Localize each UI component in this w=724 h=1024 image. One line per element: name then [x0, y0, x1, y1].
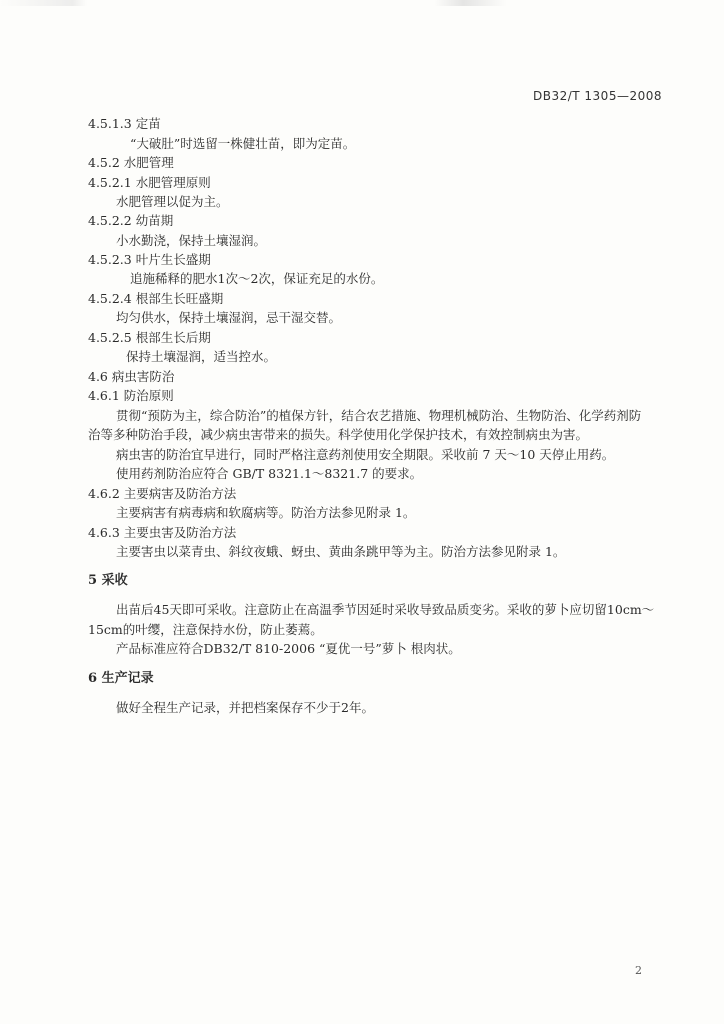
paragraph: 产品标准应符合DB32/T 810-2006 “夏优一号”萝卜 根肉状。 — [116, 641, 461, 656]
paragraph: 水肥管理以促为主。 — [116, 194, 229, 209]
paragraph-continued: 15cm的叶缨，注意保持水份，防止萎蔫。 — [88, 622, 323, 637]
heading-4-5-1-3: 4.5.1.3 定苗 — [88, 116, 161, 131]
paragraph-continued: 治等多种防治手段，减少病虫害带来的损失。科学使用化学保护技术，有效控制病虫为害。 — [88, 427, 589, 442]
paragraph: 贯彻“预防为主，综合防治”的植保方针，结合农艺措施、物理机械防治、生物防治、化学药剂防 — [116, 408, 642, 423]
heading-4-6-3: 4.6.3 主要虫害及防治方法 — [88, 525, 237, 540]
heading-4-5-2-3: 4.5.2.3 叶片生长盛期 — [88, 252, 211, 267]
heading-4-5-2-2: 4.5.2.2 幼苗期 — [88, 213, 174, 228]
standard-code: DB32/T 1305—2008 — [532, 89, 662, 103]
scan-artifact — [0, 0, 724, 6]
heading-4-6: 4.6 病虫害防治 — [88, 369, 175, 384]
heading-4-6-2: 4.6.2 主要病害及防治方法 — [88, 486, 237, 501]
paragraph: 使用药剂防治应符合 GB/T 8321.1～8321.7 的要求。 — [116, 466, 423, 481]
paragraph: 病虫害的防治宜早进行，同时严格注意药剂使用安全期限。采收前 7 天～10 天停止用药。 — [116, 447, 615, 462]
paragraph: 做好全程生产记录，并把档案保存不少于2年。 — [116, 700, 374, 715]
heading-4-5-2-4: 4.5.2.4 根部生长旺盛期 — [88, 291, 224, 306]
paragraph: 均匀供水，保持土壤湿润，忌干湿交替。 — [116, 310, 342, 325]
paragraph: 小水勤浇，保持土壤湿润。 — [116, 233, 267, 248]
heading-4-5-2-1: 4.5.2.1 水肥管理原则 — [88, 175, 211, 190]
heading-4-6-1: 4.6.1 防治原则 — [88, 388, 174, 403]
paragraph: “大破肚”时选留一株健壮苗，即为定苗。 — [130, 136, 356, 151]
paragraph: 主要害虫以菜青虫、斜纹夜蛾、蚜虫、黄曲条跳甲等为主。防治方法参见附录 1。 — [116, 544, 566, 559]
section-6-heading: 6 生产记录 — [88, 671, 154, 686]
heading-4-5-2-5: 4.5.2.5 根部生长后期 — [88, 330, 211, 345]
paragraph: 出苗后45天即可采收。注意防止在高温季节因延时采收导致品质变劣。采收的萝卜应切留10cm～ — [116, 602, 655, 617]
heading-4-5-2: 4.5.2 水肥管理 — [88, 155, 174, 170]
paragraph: 追施稀释的肥水1次～2次，保证充足的水份。 — [130, 271, 384, 286]
paragraph: 主要病害有病毒病和软腐病等。防治方法参见附录 1。 — [116, 505, 416, 520]
page-number: 2 — [635, 964, 642, 977]
paragraph: 保持土壤湿润，适当控水。 — [126, 349, 277, 364]
section-5-heading: 5 采收 — [88, 573, 128, 588]
